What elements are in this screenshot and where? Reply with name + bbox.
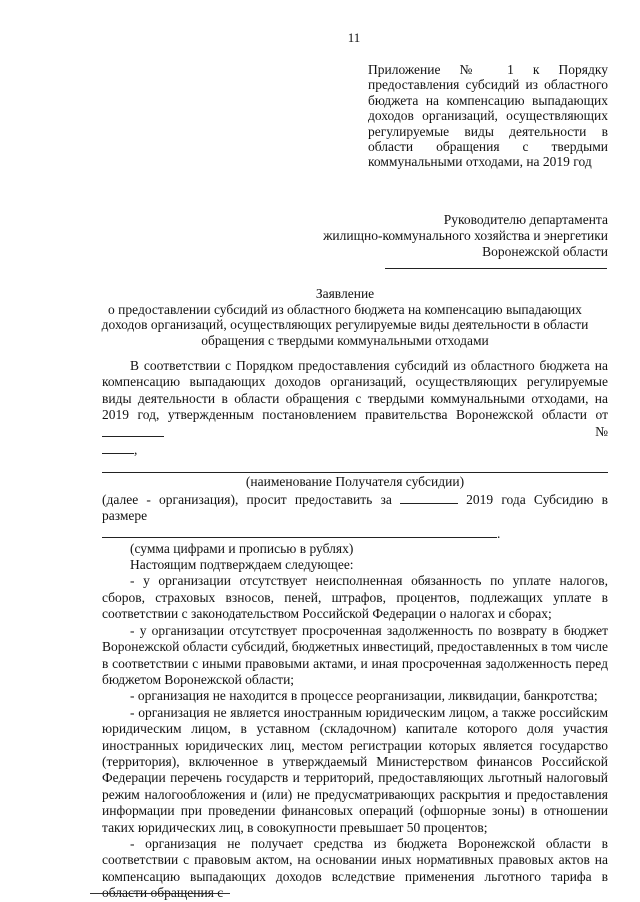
period-blank <box>400 491 458 504</box>
condition-item: - у организации отсутствует просроченная задолженность по возврату в бюджет Воронежской области субсидий, бюджетных инвестиций, предоставленных в том числе в соответствии с иными правовыми актами, и иная просроченная задолженность перед бюджетом Воронежской области; <box>102 622 608 687</box>
title-subtitle: о предоставлении субсидий из областного бюджета на компенсацию выпадающих доходов организаций, осуществляющих регулируемые виды деятельности в области обращения с твердыми коммунальными отходами <box>101 301 589 348</box>
footer-rule <box>90 893 230 894</box>
sum-blank-line <box>102 525 497 538</box>
sum-blank-row <box>102 525 608 541</box>
intro-paragraph <box>102 358 608 458</box>
number-blank <box>102 441 134 454</box>
title-heading: Заявление <box>315 286 375 301</box>
addressee-line: Руководителю департамента <box>443 212 608 227</box>
recipient-caption: (наименование Получателя субсидии) <box>245 474 465 490</box>
signature-blank-line <box>385 268 607 269</box>
request-text-mid: 2019 года Субсидию в размере <box>102 491 608 524</box>
document-title <box>95 286 595 348</box>
document-body <box>102 358 608 902</box>
condition-item: - организация не находится в процессе реорганизации, ликвидации, банкротства; <box>130 688 598 704</box>
addressee-block <box>308 212 608 260</box>
number-sign: № <box>595 423 608 439</box>
addressee-line: Воронежской области <box>482 244 608 259</box>
period: . <box>497 525 501 541</box>
date-blank <box>102 424 164 437</box>
confirm-line: Настоящим подтверждаем следующее: <box>130 557 354 573</box>
condition-item: - у организации отсутствует неисполненная обязанность по уплате налогов, сборов, страховых взносов, пеней, штрафов, процентов, подлежащих уплате в соответствии с законодательством Российской Федерации о налогах и сборах; <box>102 573 608 622</box>
condition-item: - организация не является иностранным юридическим лицом, а также российским юридическим лицом, в уставном (складочном) капитале которого доля участия иностранных юридических лиц, местом регистрации которых является государство (территория), включенное в утверждаемый Министерством финансов Российской Федерации перечень государств и территорий, предоставляющих льготный налоговый режим налогообложения и (или) не предусматривающих раскрытия и предоставления информации при проведении финансовых операций (офшорные зоны) в отношении таких юридических лиц, в совокупности превышает 50 процентов; <box>102 704 608 835</box>
addressee-line: жилищно-коммунального хозяйства и энергетики <box>323 228 608 243</box>
appendix-header: Приложение № 1 к Порядку предоставления субсидий из областного бюджета на компенсацию выпадающих доходов организаций, осуществляющих регулируемые виды деятельности в области обращения с твердыми коммунальными отходами, на 2019 год <box>368 62 608 170</box>
request-text-start: (далее - организация), просит предоставить за <box>102 491 392 507</box>
page-number: 11 <box>347 30 361 45</box>
condition-item: - организация не получает средства из бюджета Воронежской области в соответствии с правовым актом, на основании иных нормативных правовых актов на компенсацию выпадающих доходов вследствие применения льготного тарифа в области обращения с <box>102 835 608 901</box>
sum-caption: (сумма цифрами и прописью в рублях) <box>130 540 354 556</box>
request-paragraph <box>102 491 608 525</box>
comma: , <box>134 442 138 458</box>
recipient-blank-line <box>102 458 608 473</box>
intro-text: В соответствии с Порядком предоставления субсидий из областного бюджета на компенсацию выпадающих доходов организаций, осуществляющих регулируемые виды деятельности в области обращения с твердыми коммунальными отходами, на 2019 год, утвержденным постановлением правительства Воронежской области от <box>102 358 608 423</box>
